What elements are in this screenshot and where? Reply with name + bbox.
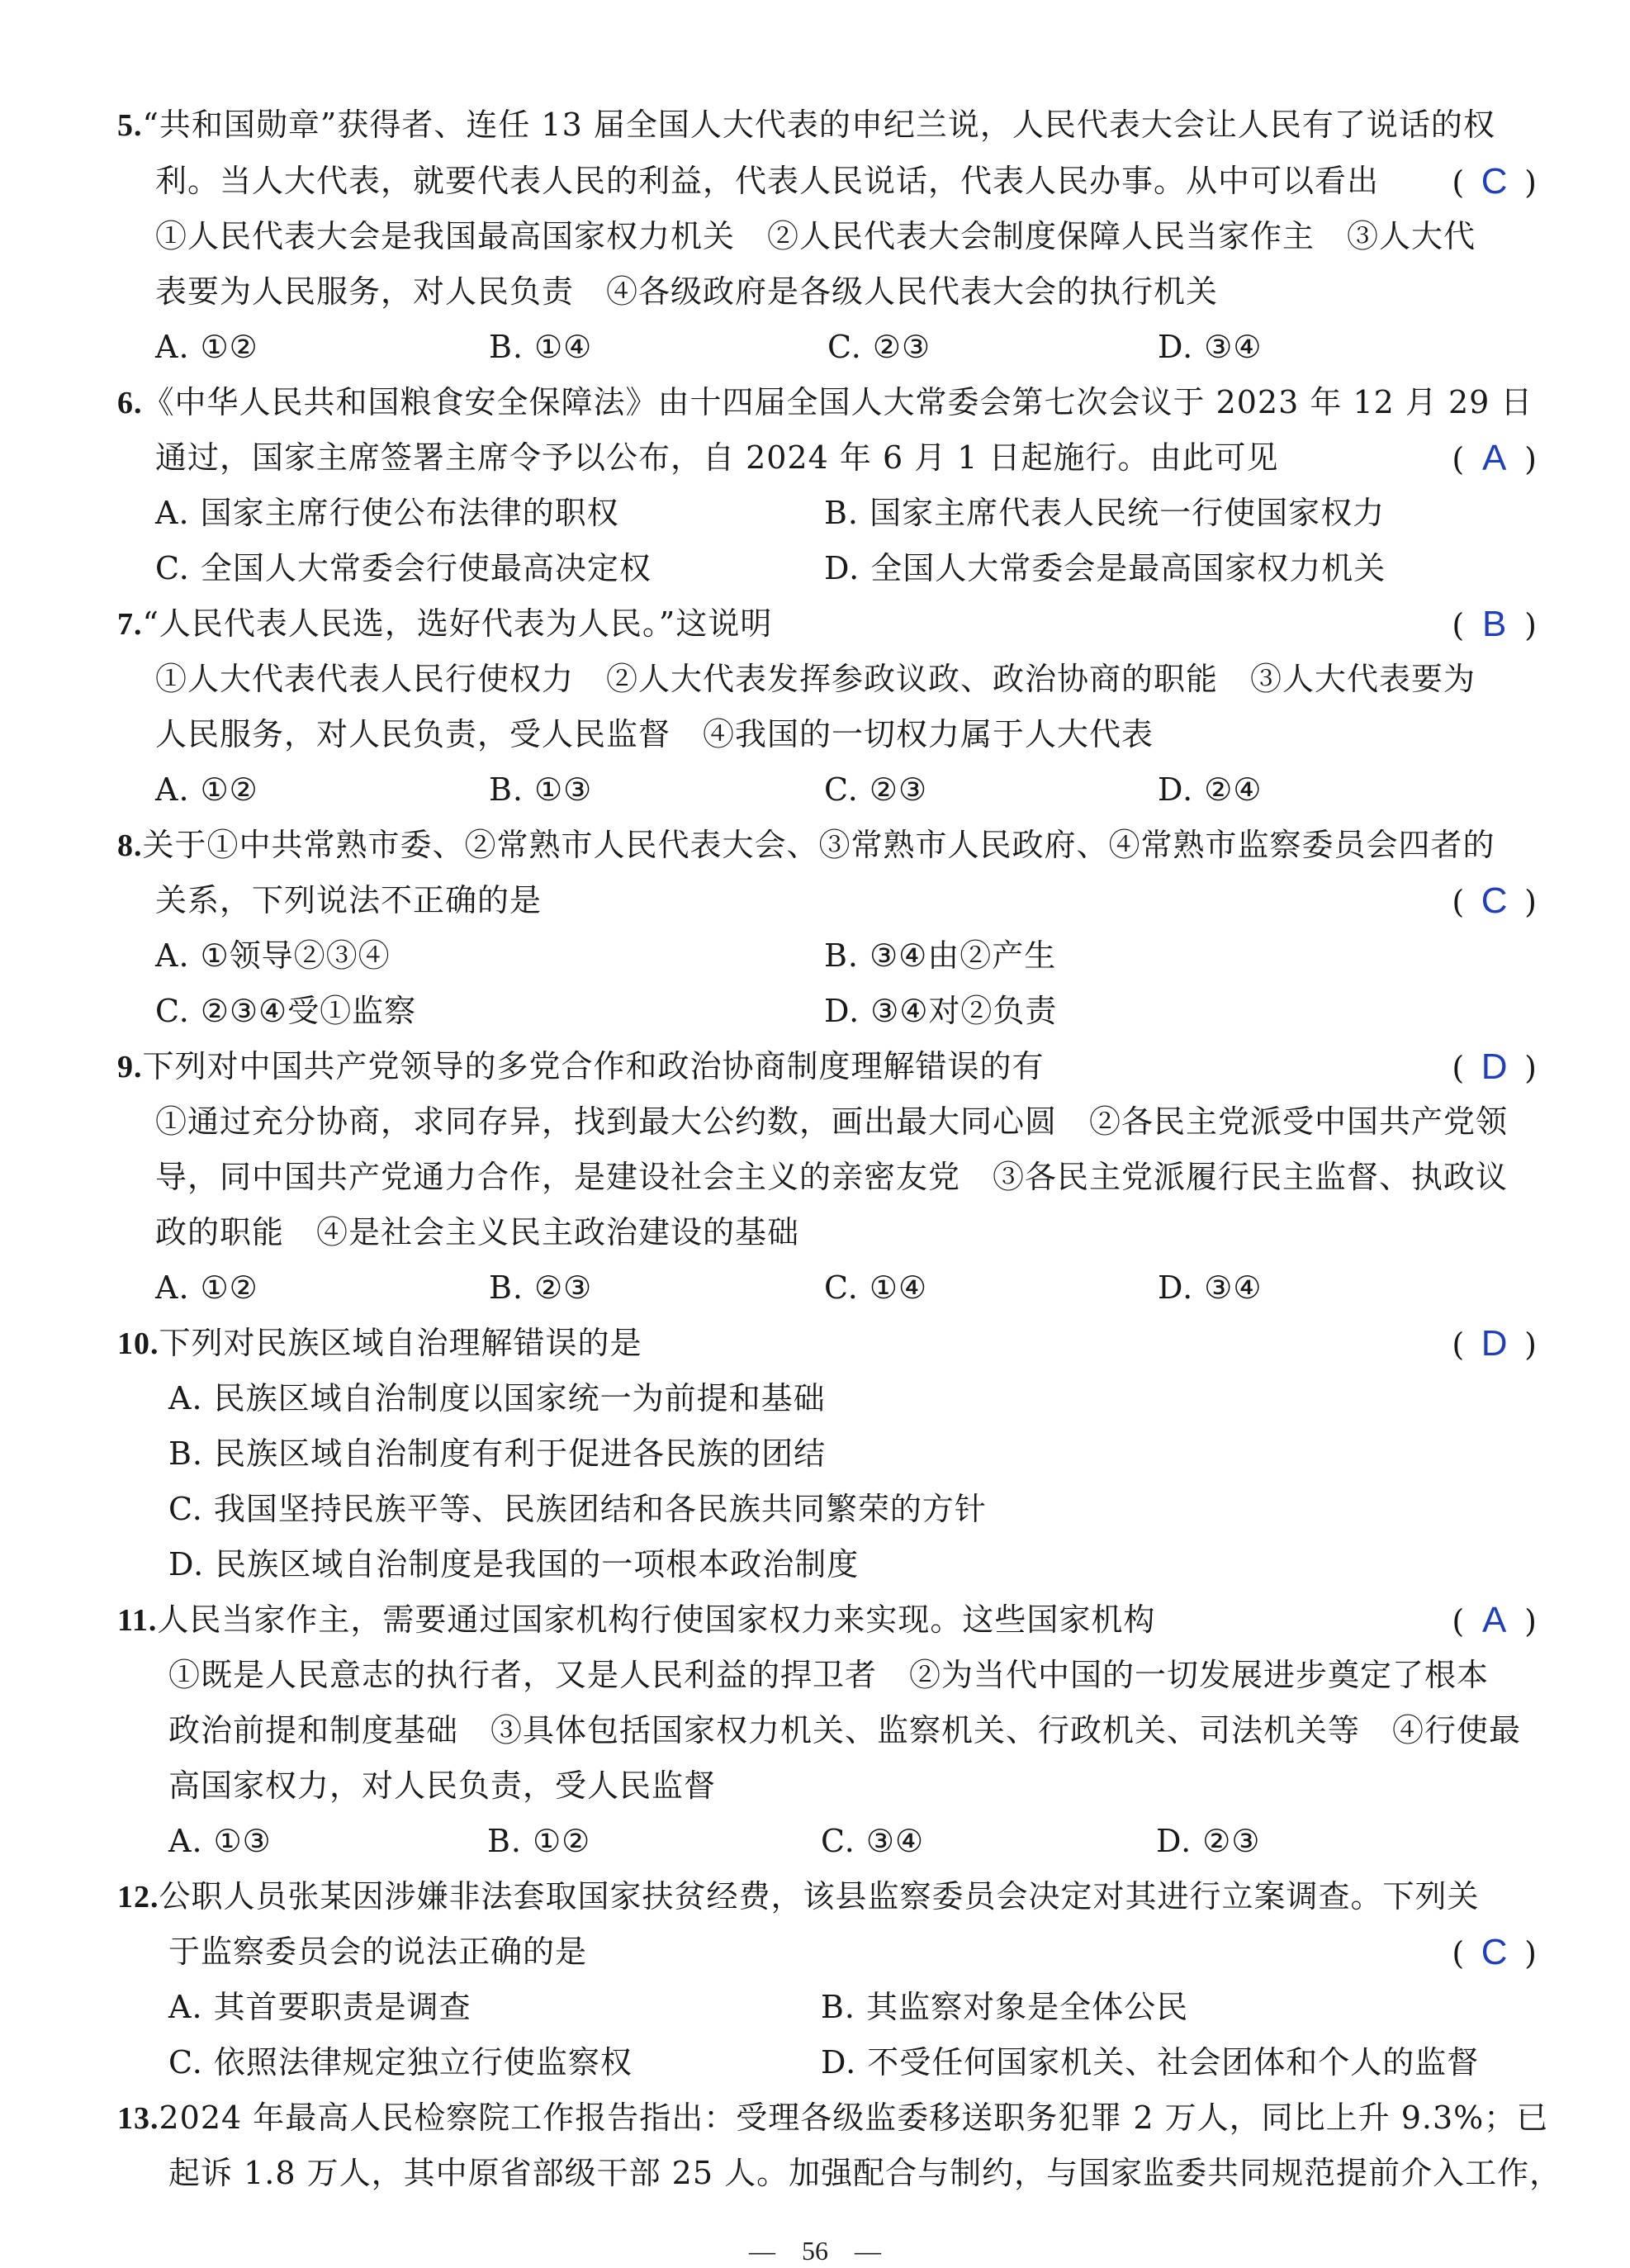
- q12-options-row-1: [168, 1980, 1551, 2035]
- q11-line-1: 11.人民当家作主，需要通过国家机构行使国家权力来实现。这些国家机构 ( A ): [117, 1592, 1538, 1648]
- q11-line-2: ①既是人民意志的执行者，又是人民利益的捍卫者 ②为当代中国的一切发展进步奠定了根本: [168, 1657, 1490, 1693]
- q9-line-4: 政的职能 ④是社会主义民主政治建设的基础: [155, 1214, 800, 1250]
- q12-options-row-2: [168, 2035, 1551, 2090]
- answer-letter: B: [1481, 604, 1508, 644]
- option-b: B. 其监察对象是全体公民: [821, 1989, 1189, 2025]
- q9-options: [155, 1260, 1538, 1316]
- option-b: B. 国家主席代表人民统一行使国家权力: [824, 495, 1386, 531]
- option-b: B. ①③: [489, 771, 593, 808]
- q11-options: [168, 1814, 1551, 1869]
- option-c: C. ①④: [824, 1269, 928, 1306]
- option-c: C. ②③: [827, 329, 931, 365]
- option-a: A. ①领导②③④: [155, 937, 391, 974]
- answer-bracket: ( B ): [1452, 596, 1538, 653]
- option-d: D. ③④: [1158, 1269, 1263, 1306]
- q7-line-3: 人民服务，对人民负责，受人民监督 ④我国的一切权力属于人大代表: [155, 716, 1154, 752]
- q10-option-c: C. 我国坚持民族平等、民族团结和各民族共同繁荣的方针: [168, 1491, 987, 1527]
- q8-line-2: 关系，下列说法不正确的是 ( C ): [155, 873, 1538, 928]
- option-d: D. 不受任何国家机关、社会团体和个人的监督: [821, 2044, 1480, 2081]
- question-number: 9.: [117, 1050, 143, 1084]
- answer-bracket: ( D ): [1452, 1039, 1538, 1096]
- q5-line-1: 5.“共和国勋章”获得者、连任 13 届全国人大代表的申纪兰说，人民代表大会让人民有了说话的权: [117, 107, 1495, 143]
- q12-line-2: 于监察委员会的说法正确的是 ( C ): [168, 1924, 1538, 1980]
- q6-line-2: 通过，国家主席签署主席令予以公布，自 2024 年 6 月 1 日起施行。由此可见 ( A ): [155, 430, 1538, 486]
- option-c: C. 依照法律规定独立行使监察权: [168, 2044, 633, 2081]
- q10-option-a: A. 民族区域自治制度以国家统一为前提和基础: [168, 1380, 826, 1416]
- q8-line-1: 8.关于①中共常熟市委、②常熟市人民代表大会、③常熟市人民政府、④常熟市监察委员会四者的: [117, 827, 1495, 863]
- option-a: A. 其首要职责是调查: [168, 1989, 471, 2025]
- answer-bracket: ( A ): [1452, 430, 1538, 487]
- option-d: D. ③④: [1158, 329, 1263, 365]
- page-number: — 56 —: [748, 2236, 881, 2266]
- q11-line-4: 高国家权力，对人民负责，受人民监督: [168, 1767, 717, 1804]
- q10-option-d: D. 民族区域自治制度是我国的一项根本政治制度: [168, 1546, 860, 1582]
- option-c: C. ③④: [821, 1823, 925, 1859]
- q9-line-2: ①通过充分协商，求同存异，找到最大公约数，画出最大同心圆 ②各民主党派受中国共产党领: [155, 1103, 1509, 1140]
- q9-line-3: 导，同中国共产党通力合作，是建设社会主义的亲密友党 ③各民主党派履行民主监督、执政议: [155, 1159, 1509, 1195]
- q5-line-2: 利。当人大代表，就要代表人民的利益，代表人民说话，代表人民办事。从中可以看出 ( C ): [155, 154, 1538, 209]
- q5-options: [155, 320, 1538, 375]
- option-a: A. ①②: [155, 1269, 258, 1306]
- option-b: B. ①②: [487, 1823, 591, 1859]
- q8-options-row-1: [155, 928, 1538, 984]
- q8-options-row-2: [155, 984, 1538, 1039]
- question-number: 12.: [117, 1880, 159, 1915]
- option-b: B. ①④: [489, 329, 593, 365]
- q6-options-row-1: [155, 486, 1538, 541]
- answer-letter: C: [1481, 880, 1509, 921]
- q9-line-1: 9.下列对中国共产党领导的多党合作和政治协商制度理解错误的有 ( D ): [117, 1039, 1538, 1094]
- option-a: A. 国家主席行使公布法律的职权: [155, 495, 619, 531]
- question-number: 13.: [117, 2101, 159, 2136]
- q10-option-b: B. 民族区域自治制度有利于促进各民族的团结: [168, 1435, 827, 1472]
- answer-letter: C: [1481, 1932, 1509, 1972]
- option-a: A. ①③: [168, 1823, 272, 1859]
- answer-bracket: ( C ): [1452, 154, 1538, 211]
- answer-bracket: ( C ): [1452, 873, 1538, 930]
- option-b: B. ②③: [489, 1269, 593, 1306]
- answer-bracket: ( A ): [1452, 1592, 1538, 1649]
- q10-line-1: 10.下列对民族区域自治理解错误的是 ( D ): [117, 1316, 1538, 1371]
- option-c: C. ②③: [824, 771, 928, 808]
- question-number: 10.: [117, 1326, 159, 1361]
- question-number: 7.: [117, 607, 143, 642]
- option-a: A. ①②: [155, 329, 258, 365]
- answer-letter: D: [1481, 1323, 1509, 1364]
- option-c: C. ②③④受①监察: [155, 993, 417, 1029]
- option-a: A. ①②: [155, 771, 258, 808]
- q11-line-3: 政治前提和制度基础 ③具体包括国家权力机关、监察机关、行政机关、司法机关等 ④行使最: [168, 1712, 1522, 1748]
- q13-line-1: 13.2024 年最高人民检察院工作报告指出：受理各级监委移送职务犯罪 2 万人，同比上升 9.3%；已: [117, 2100, 1549, 2136]
- q7-line-2: ①人大代表代表人民行使权力 ②人大代表发挥参政议政、政治协商的职能 ③人大代表要为: [155, 661, 1476, 697]
- question-number: 6.: [117, 386, 143, 420]
- question-number: 8.: [117, 828, 143, 863]
- option-b: B. ③④由②产生: [824, 937, 1057, 974]
- q5-line-3: ①人民代表大会是我国最高国家权力机关 ②人民代表大会制度保障人民当家作主 ③人大代: [155, 218, 1476, 254]
- q7-options: [155, 762, 1538, 818]
- option-c: C. 全国人大常委会行使最高决定权: [155, 550, 652, 586]
- option-d: D. ③④对②负责: [824, 993, 1058, 1029]
- q12-line-1: 12.公职人员张某因涉嫌非法套取国家扶贫经费，该县监察委员会决定对其进行立案调查。下列关: [117, 1878, 1480, 1915]
- answer-letter: A: [1481, 1600, 1508, 1640]
- question-number: 11.: [117, 1603, 158, 1638]
- q6-options-row-2: [155, 541, 1538, 596]
- answer-letter: C: [1481, 161, 1509, 202]
- option-d: D. ②④: [1158, 771, 1263, 808]
- q6-line-1: 6.《中华人民共和国粮食安全保障法》由十四届全国人大常委会第七次会议于 2023 年 12 月 29 日: [117, 384, 1533, 420]
- option-d: D. 全国人大常委会是最高国家权力机关: [824, 550, 1386, 586]
- q7-line-1: 7.“人民代表人民选，选好代表为人民。”这说明 ( B ): [117, 596, 1538, 652]
- answer-bracket: ( C ): [1452, 1924, 1538, 1981]
- q5-line-4: 表要为人民服务，对人民负责 ④各级政府是各级人民代表大会的执行机关: [155, 273, 1219, 310]
- q13-line-2: 起诉 1.8 万人，其中原省部级干部 25 人。加强配合与制约，与国家监委共同规范提前介入工作，: [168, 2155, 1562, 2191]
- question-number: 5.: [117, 108, 143, 143]
- option-d: D. ②③: [1156, 1823, 1261, 1859]
- answer-letter: A: [1481, 438, 1508, 478]
- answer-letter: D: [1481, 1046, 1509, 1087]
- answer-bracket: ( D ): [1452, 1316, 1538, 1373]
